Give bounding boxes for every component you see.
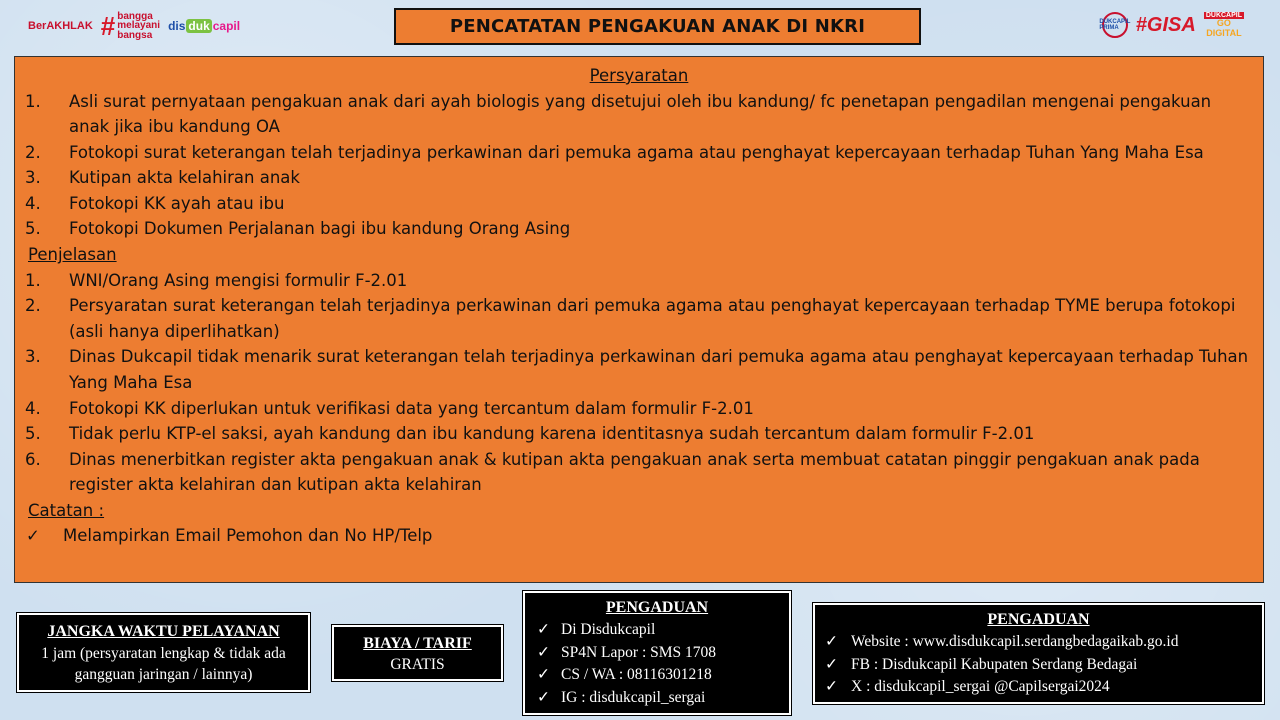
disdukcapil-logo: dis duk capil	[168, 19, 241, 33]
dukcapil-prima-logo: DUKCAPIL PRIMA	[1102, 12, 1128, 38]
header-logos-left	[28, 10, 240, 42]
list-item: 3. Dinas Dukcapil tidak menarik surat keterangan telah terjadinya perkawinan dari pemuka agama atau penghayat kepercayaan terhadap Tuhan Yang Maha Esa	[25, 347, 1249, 392]
catatan-heading: Catatan :	[28, 500, 105, 520]
checkmark-icon: ✓	[825, 678, 838, 695]
fee-box	[332, 625, 503, 681]
list-item: 2. Fotokopi surat keterangan telah terjadinya perkawinan dari pemuka agama atau penghayat kepercayaan terhadap Tuhan Yang Maha Esa	[25, 142, 1204, 162]
list-item: ✓ Di Disdukcapil	[533, 619, 781, 642]
service-time-heading: JANGKA WAKTU PELAYANAN	[47, 623, 280, 640]
list-item: 2. Persyaratan surat keterangan telah terjadinya perkawinan dari pemuka agama atau penghayat kepercayaan terhadap TYME berupa fotokopi (asli hanya diperlihatkan)	[25, 296, 1236, 341]
gisa-logo: #GISA	[1135, 14, 1196, 37]
list-item: ✓ FB : Disdukcapil Kabupaten Serdang Bedagai	[823, 654, 1254, 677]
complaint-heading: PENGADUAN	[987, 611, 1090, 628]
service-time-text: 1 jam (persyaratan lengkap & tidak ada gangguan jaringan / lainnya)	[41, 645, 286, 683]
list-item: 4. Fotokopi KK ayah atau ibu	[25, 193, 285, 213]
persyaratan-list	[25, 89, 1253, 243]
list-item: ✓ Website : www.disdukcapil.serdangbedagaikab.go.id	[823, 631, 1254, 654]
checkmark-icon: ✓	[26, 526, 40, 546]
page-title: PENCATATAN PENGAKUAN ANAK DI NKRI	[394, 8, 921, 45]
checkmark-icon: ✓	[537, 688, 550, 706]
dukcapil-go-digital-logo: DUKCAPIL GO DIGITAL	[1205, 12, 1242, 38]
penjelasan-list	[25, 268, 1253, 498]
list-item: 6. Dinas menerbitkan register akta pengakuan anak & kutipan akta pengakuan anak serta membuat catatan pinggir pengakuan anak pada register akta kelahiran dan kutipan akta kelahiran	[25, 449, 1200, 495]
checkmark-icon: ✓	[825, 633, 838, 650]
complaint-box-local	[523, 591, 791, 715]
header-logos-right	[1099, 12, 1244, 38]
catatan-item: ✓ Melampirkan Email Pemohon dan No HP/Telp	[25, 523, 1253, 549]
list-item: 5. Fotokopi Dokumen Perjalanan bagi ibu kandung Orang Asing	[25, 219, 571, 239]
complaint-box-online	[813, 603, 1264, 704]
service-time-box	[17, 613, 310, 692]
fee-text: GRATIS	[390, 656, 445, 673]
penjelasan-heading: Penjelasan	[28, 245, 117, 265]
berakhlak-logo: BerAKHLAK	[28, 19, 93, 32]
fee-heading: BIAYA / TARIF	[363, 635, 472, 652]
persyaratan-heading: Persyaratan	[589, 66, 689, 85]
list-item: 1. WNI/Orang Asing mengisi formulir F-2.01	[25, 270, 408, 290]
list-item: ✓ CS / WA : 08116301218	[533, 664, 781, 687]
bangga-melayani-bangsa-logo: # bangga melayani bangsa	[100, 10, 161, 41]
list-item: 4. Fotokopi KK diperlukan untuk verifikasi data yang tercantum dalam formulir F-2.01	[25, 398, 754, 418]
checkmark-icon: ✓	[825, 655, 838, 673]
list-item: ✓ SP4N Lapor : SMS 1708	[533, 642, 781, 665]
checkmark-icon: ✓	[537, 621, 550, 638]
list-item: ✓ IG : disdukcapil_sergai	[533, 687, 781, 710]
checkmark-icon: ✓	[537, 666, 550, 683]
checkmark-icon: ✓	[537, 643, 550, 661]
list-item: 1. Asli surat pernyataan pengakuan anak dari ayah biologis yang disetujui oleh ibu kandung/ fc penetapan pengadilan mengenai pengakuan anak jika ibu kandung OA	[25, 91, 1212, 137]
list-item: 3. Kutipan akta kelahiran anak	[25, 168, 300, 188]
list-item: 5. Tidak perlu KTP-el saksi, ayah kandung dan ibu kandung karena identitasnya sudah tercantum dalam formulir F-2.01	[25, 424, 1035, 444]
requirements-panel	[14, 56, 1264, 583]
list-item: ✓ X : disdukcapil_sergai @Capilsergai2024	[823, 676, 1254, 699]
complaint-heading: PENGADUAN	[605, 599, 709, 616]
